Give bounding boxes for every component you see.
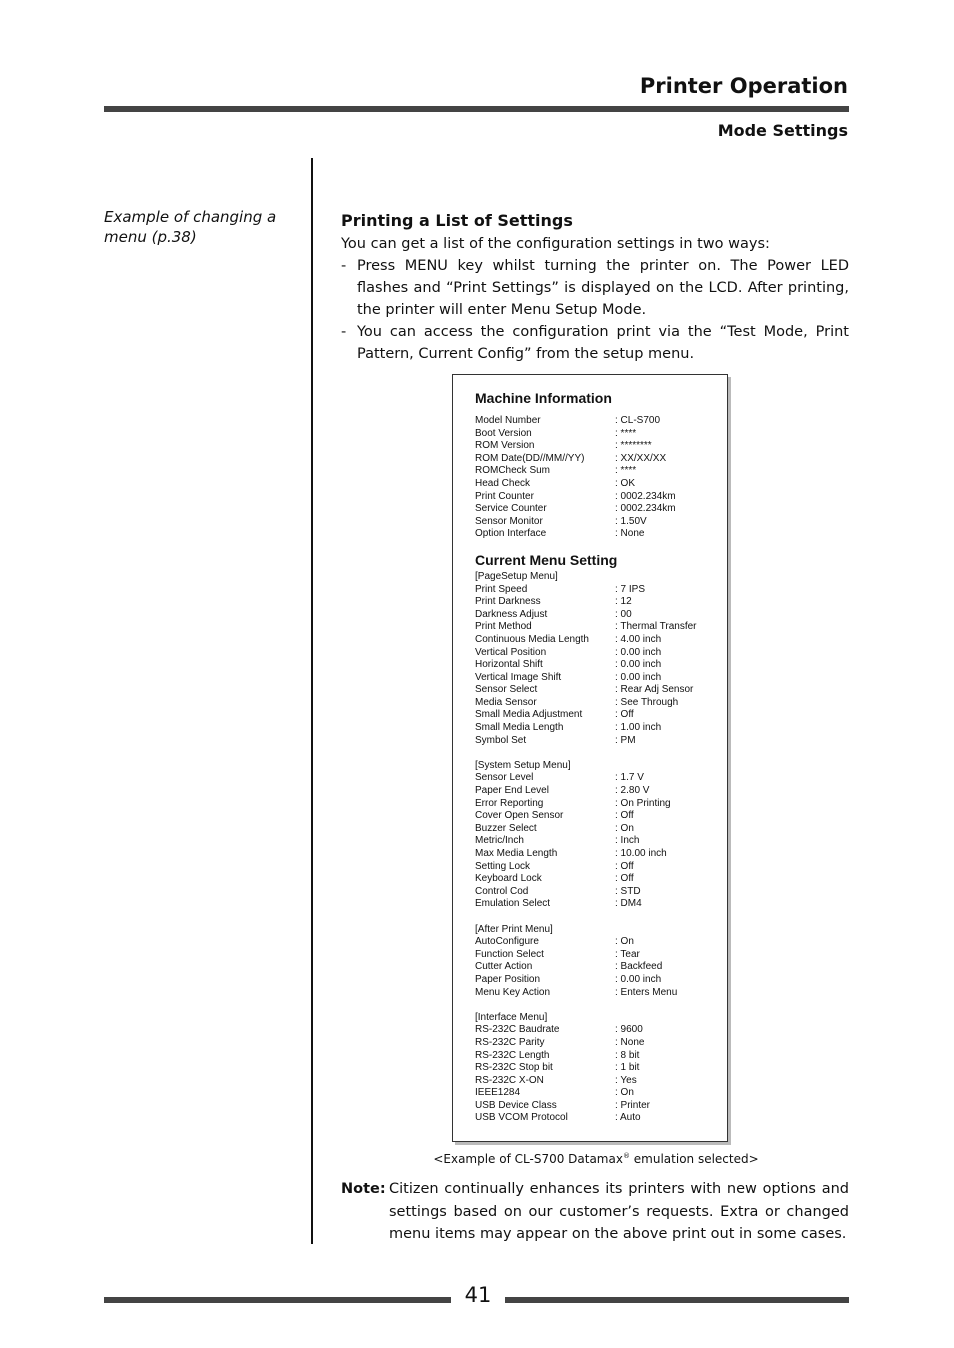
setting-row [475, 1100, 721, 1113]
setting-value: : 4.00 inch [615, 633, 662, 645]
setting-value: : **** [615, 465, 637, 477]
setting-row [475, 974, 721, 987]
setting-name: Sensor Select [475, 684, 538, 696]
setting-value: : Rear Adj Sensor [615, 684, 694, 696]
setting-value: : CL-S700 [615, 415, 661, 426]
setting-row [475, 886, 721, 899]
bullet-text: Press MENU key whilst turning the printer on. The Power LED flashes and “Print Settings” is displayed on the LCD. After printing, the printer will enter Menu Setup Mode. [357, 258, 849, 318]
setting-name: Print Counter [475, 490, 534, 502]
setting-name: Control Cod [475, 885, 529, 897]
setting-row [475, 491, 721, 504]
setting-value: : 0002.234km [615, 490, 676, 502]
setting-value: : Thermal Transfer [615, 621, 697, 633]
setting-row [475, 835, 721, 848]
setting-name: Symbol Set [475, 734, 527, 746]
setting-name: Service Counter [475, 503, 547, 515]
setting-value: : 1.00 inch [615, 722, 662, 734]
setting-name: USB VCOM Protocol [475, 1112, 568, 1124]
setting-name: RS-232C Stop bit [475, 1062, 553, 1074]
setting-row [475, 798, 721, 811]
setting-value: : ******** [615, 440, 652, 452]
setting-name: Paper Position [475, 973, 541, 985]
note-label: Note: [341, 1181, 386, 1197]
setting-row [475, 898, 721, 911]
setting-value: : On Printing [615, 797, 671, 809]
page-number: 41 [464, 1283, 492, 1307]
setting-name: RS-232C Length [475, 1049, 550, 1061]
menu-setting-list [475, 571, 721, 1125]
setting-value: : On [615, 936, 634, 948]
setting-value: : 0.00 inch [615, 659, 662, 671]
setting-row [475, 503, 721, 516]
setting-name: Small Media Length [475, 722, 564, 734]
setting-name: Metric/Inch [475, 835, 524, 847]
setting-row [475, 873, 721, 886]
setting-row [475, 722, 721, 735]
setting-name: Model Number [475, 415, 541, 426]
setting-value: : 10.00 inch [615, 848, 667, 859]
setting-name: Sensor Monitor [475, 515, 543, 527]
setting-value: : On [615, 1087, 634, 1099]
setting-row [475, 961, 721, 974]
setting-name: AutoConfigure [475, 936, 539, 948]
setting-name: Print Darkness [475, 596, 541, 608]
setting-name: Emulation Select [475, 898, 551, 910]
setting-value: : None [615, 528, 645, 540]
setting-value: : Enters Menu [615, 986, 678, 998]
setting-name: ROMCheck Sum [475, 465, 551, 477]
setting-name: RS-232C Parity [475, 1036, 545, 1048]
setting-row [475, 465, 721, 478]
setting-row [475, 709, 721, 722]
margin-divider [311, 158, 313, 1244]
setting-name: ROM Date(DD//MM//YY) [475, 452, 585, 464]
setting-row [475, 453, 721, 466]
setting-row [475, 1075, 721, 1088]
setting-row [475, 672, 721, 685]
setting-value: : XX/XX/XX [615, 452, 667, 464]
setting-name: Menu Key Action [475, 986, 551, 998]
setting-value: : Backfeed [615, 961, 663, 973]
setting-row [475, 848, 721, 861]
footer-rule-left [104, 1297, 451, 1303]
footer-rule-right [505, 1297, 849, 1303]
setting-value: : Printer [615, 1099, 651, 1111]
setting-name: USB Device Class [475, 1099, 557, 1111]
setting-value: : On [615, 822, 634, 834]
setting-name: Media Sensor [475, 696, 537, 708]
setting-value: : 0.00 inch [615, 671, 662, 683]
setting-name: Paper End Level [475, 785, 549, 797]
note-text: Citizen continually enhances its printers with new options and settings based on our customer’s requests. Extra or changed menu items may appear on the above print out in some cases. [389, 1181, 849, 1242]
setting-name: Print Speed [475, 583, 528, 595]
setting-value: : 00 [615, 608, 632, 620]
setting-row [475, 659, 721, 672]
menu-group-heading: [PageSetup Menu] [475, 570, 558, 582]
note-block [341, 1178, 849, 1246]
menu-setting-title: Current Menu Setting [475, 551, 618, 568]
setting-value: : 0.00 inch [615, 973, 662, 985]
menu-group-heading: [System Setup Menu] [475, 759, 571, 771]
group-spacer [475, 911, 721, 924]
setting-row [475, 949, 721, 962]
group-spacer [475, 747, 721, 760]
setting-name: Boot Version [475, 427, 532, 439]
setting-name: Keyboard Lock [475, 873, 542, 885]
setting-row [475, 584, 721, 597]
setting-value: : 7 IPS [615, 583, 646, 595]
bullet-item [341, 255, 849, 321]
setting-name: Small Media Adjustment [475, 709, 583, 721]
setting-row [475, 823, 721, 836]
intro-paragraph: You can get a list of the configuration settings in two ways: [341, 236, 770, 252]
setting-name: Error Reporting [475, 797, 544, 809]
setting-row [475, 596, 721, 609]
setting-row [475, 1087, 721, 1100]
setting-row [475, 1024, 721, 1037]
sidebar-cross-reference: Example of changing a menu (p.38) [104, 208, 277, 246]
setting-value: : Inch [615, 835, 640, 847]
setting-value: : 1 bit [615, 1062, 640, 1074]
setting-value: : 1.50V [615, 515, 647, 527]
caption-text-start: <Example of CL-S700 Datamax [433, 1152, 623, 1166]
setting-row [475, 609, 721, 622]
group-spacer [475, 999, 721, 1012]
section-title: Mode Settings [717, 121, 848, 140]
setting-row [475, 1112, 721, 1125]
setting-row [475, 861, 721, 874]
setting-row [475, 440, 721, 453]
printout-body [475, 388, 721, 1125]
setting-value: : 1.7 V [615, 772, 644, 784]
setting-row [475, 428, 721, 441]
setting-value: : Off [615, 810, 634, 822]
setting-value: : Yes [615, 1074, 637, 1086]
setting-name: Option Interface [475, 528, 547, 540]
setting-row [475, 697, 721, 710]
setting-row [475, 735, 721, 748]
setting-row [475, 528, 721, 541]
setting-name: Sensor Level [475, 772, 534, 784]
menu-group-heading: [Interface Menu] [475, 1011, 548, 1023]
setting-row [475, 516, 721, 529]
caption-text-end: emulation selected> [629, 1152, 759, 1166]
setting-value: : Off [615, 709, 634, 721]
setting-row [475, 1050, 721, 1063]
main-content [341, 209, 849, 365]
setting-name: IEEE1284 [475, 1087, 521, 1099]
setting-row [475, 621, 721, 634]
setting-value: : 12 [615, 596, 632, 608]
setting-value: : OK [615, 477, 636, 489]
registered-mark: ® [622, 1152, 630, 1160]
content-heading: Printing a List of Settings [341, 211, 573, 230]
setting-row [475, 810, 721, 823]
setting-value: : Off [615, 873, 634, 885]
setting-value: : Tear [615, 948, 640, 960]
bullet-item [341, 321, 849, 365]
setting-row [475, 684, 721, 697]
setting-name: Head Check [475, 477, 531, 489]
bullet-text: You can access the configuration print via the “Test Mode, Print Pattern, Current Config” from the setup menu. [357, 324, 849, 362]
setting-row [475, 785, 721, 798]
setting-name: Continuous Media Length [475, 633, 589, 645]
setting-value: : 8 bit [615, 1049, 640, 1061]
setting-value: : 0002.234km [615, 503, 676, 515]
bullet-dash: - [341, 258, 347, 274]
setting-name: Buzzer Select [475, 822, 537, 834]
setting-value: : See Through [615, 696, 679, 708]
setting-value: : STD [615, 885, 641, 897]
setting-value: : 9600 [615, 1024, 643, 1036]
setting-name: Darkness Adjust [475, 608, 548, 620]
setting-row [475, 415, 721, 428]
config-printout [452, 374, 728, 1142]
setting-value: : **** [615, 427, 637, 439]
machine-info-list [475, 415, 721, 541]
setting-name: RS-232C X-ON [475, 1074, 544, 1086]
header-rule [104, 106, 849, 112]
machine-info-title: Machine Information [475, 390, 612, 406]
menu-group-heading: [After Print Menu] [475, 923, 553, 935]
setting-value: : Auto [615, 1112, 641, 1124]
setting-row [475, 1037, 721, 1050]
setting-name: RS-232C Baudrate [475, 1024, 560, 1036]
setting-value: : 0.00 inch [615, 646, 662, 658]
setting-name: Cutter Action [475, 961, 533, 973]
setting-name: Vertical Position [475, 646, 547, 658]
setting-row [475, 936, 721, 949]
setting-row [475, 1062, 721, 1075]
setting-value: : DM4 [615, 898, 642, 910]
setting-name: Vertical Image Shift [475, 671, 562, 683]
setting-name: Horizontal Shift [475, 659, 543, 671]
setting-name: Function Select [475, 948, 544, 960]
printout-caption [342, 1152, 850, 1166]
setting-name: Print Method [475, 621, 532, 633]
setting-row [475, 772, 721, 785]
setting-row [475, 478, 721, 491]
setting-value: : Off [615, 860, 634, 872]
setting-name: Cover Open Sensor [475, 810, 564, 822]
setting-row [475, 634, 721, 647]
page-header-title: Printer Operation [639, 74, 848, 98]
setting-row [475, 647, 721, 660]
setting-value: : None [615, 1036, 645, 1048]
setting-row [475, 987, 721, 1000]
bullet-dash: - [341, 324, 347, 340]
setting-value: : PM [615, 734, 636, 746]
setting-name: Setting Lock [475, 860, 531, 872]
setting-name: ROM Version [475, 440, 535, 452]
setting-name: Max Media Length [475, 848, 558, 859]
setting-value: : 2.80 V [615, 785, 650, 797]
